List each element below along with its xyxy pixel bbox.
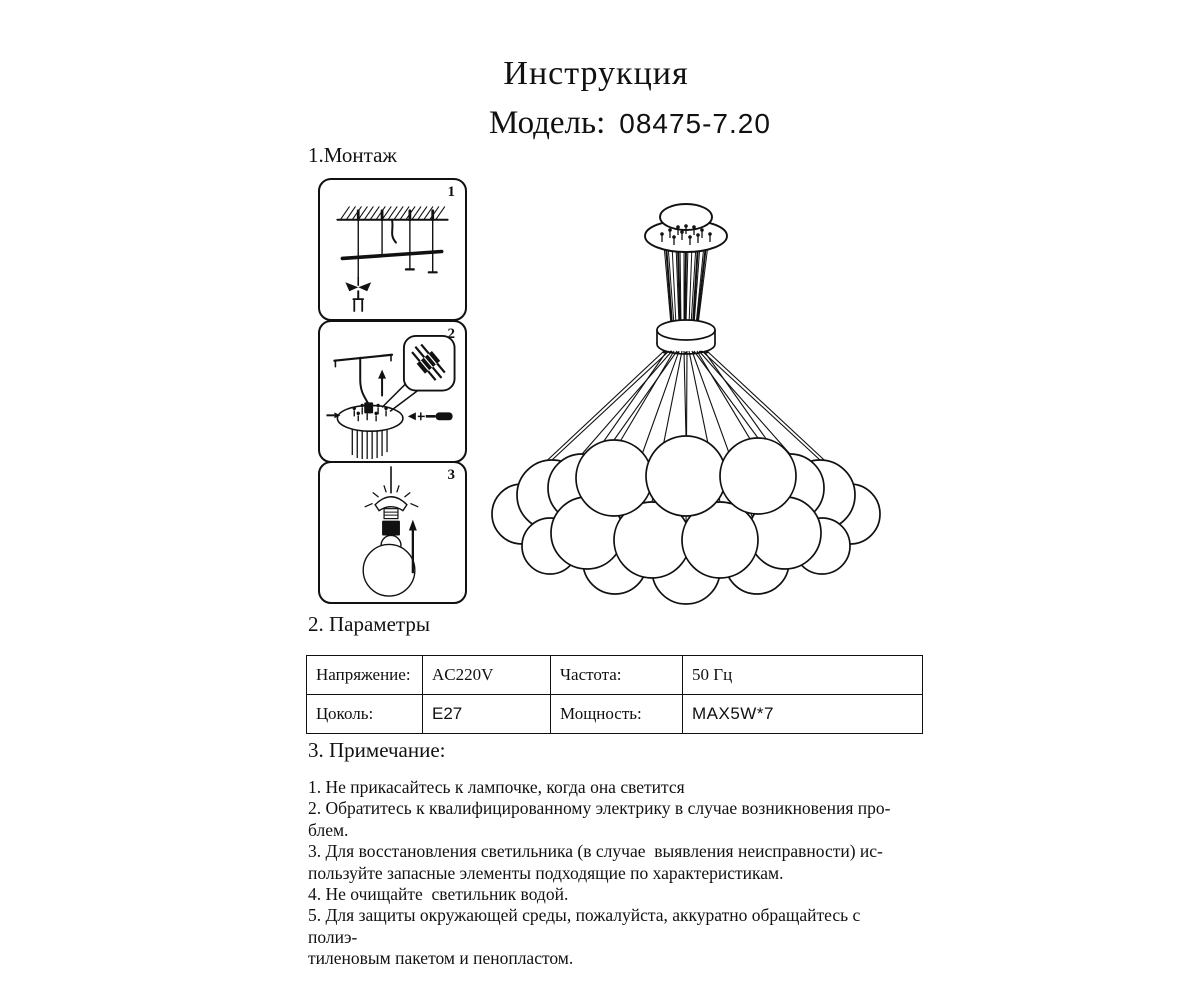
model-line xyxy=(330,105,930,142)
note-line: 4. Не очищайте светильник водой. xyxy=(308,884,569,905)
note-line: 5. Для защиты окружающей среды, пожалуйста, аккуратно обращайтесь с полиэ- xyxy=(308,905,865,947)
chandelier-illustration xyxy=(490,190,890,610)
note-line: тиленовым пакетом и пенопластом. xyxy=(308,948,574,969)
notes-list xyxy=(308,777,904,970)
note-line: 2. Обратитесь к квалифицированному электрику в случае возникновения про- xyxy=(308,798,891,819)
canopy-wiring-icon xyxy=(320,322,465,461)
note-line: 1. Не прикасайтесь к лампочке, когда она светится xyxy=(308,777,685,797)
param-value-power: MAX5W*7 xyxy=(683,695,923,734)
section-heading-parameters: 2. Параметры xyxy=(308,612,430,636)
note-line: блем. xyxy=(308,819,349,840)
montage-step-1 xyxy=(318,178,467,321)
note-line: пользуйте запасные элементы подходящие по характеристикам. xyxy=(308,862,784,883)
step-number-1: 1 xyxy=(447,184,455,200)
param-value-socket: E27 xyxy=(423,695,551,734)
bulb-install-icon xyxy=(320,463,465,602)
step-number-2: 2 xyxy=(447,326,455,342)
section-heading-montage: 1.Монтаж xyxy=(308,143,397,167)
table-row xyxy=(307,656,923,695)
model-label: Модель: xyxy=(489,105,606,141)
table-row xyxy=(307,695,923,734)
param-label-socket: Цоколь: xyxy=(307,695,423,734)
step-number-3: 3 xyxy=(447,467,455,483)
model-number: 08475-7.20 xyxy=(619,108,771,139)
param-value-frequency: 50 Гц xyxy=(683,656,923,695)
param-label-voltage: Напряжение: xyxy=(307,656,423,695)
ceiling-bracket-icon xyxy=(320,180,465,319)
param-label-frequency: Частота: xyxy=(551,656,683,695)
param-value-voltage: AC220V xyxy=(423,656,551,695)
montage-step-2 xyxy=(318,320,467,463)
montage-step-3 xyxy=(318,461,467,604)
param-label-power: Мощность: xyxy=(551,695,683,734)
note-line: 3. Для восстановления светильника (в случае выявления неисправности) ис- xyxy=(308,841,883,862)
document-title: Инструкция xyxy=(503,55,689,92)
parameters-table xyxy=(306,655,923,734)
section-heading-notes: 3. Примечание: xyxy=(308,738,446,762)
